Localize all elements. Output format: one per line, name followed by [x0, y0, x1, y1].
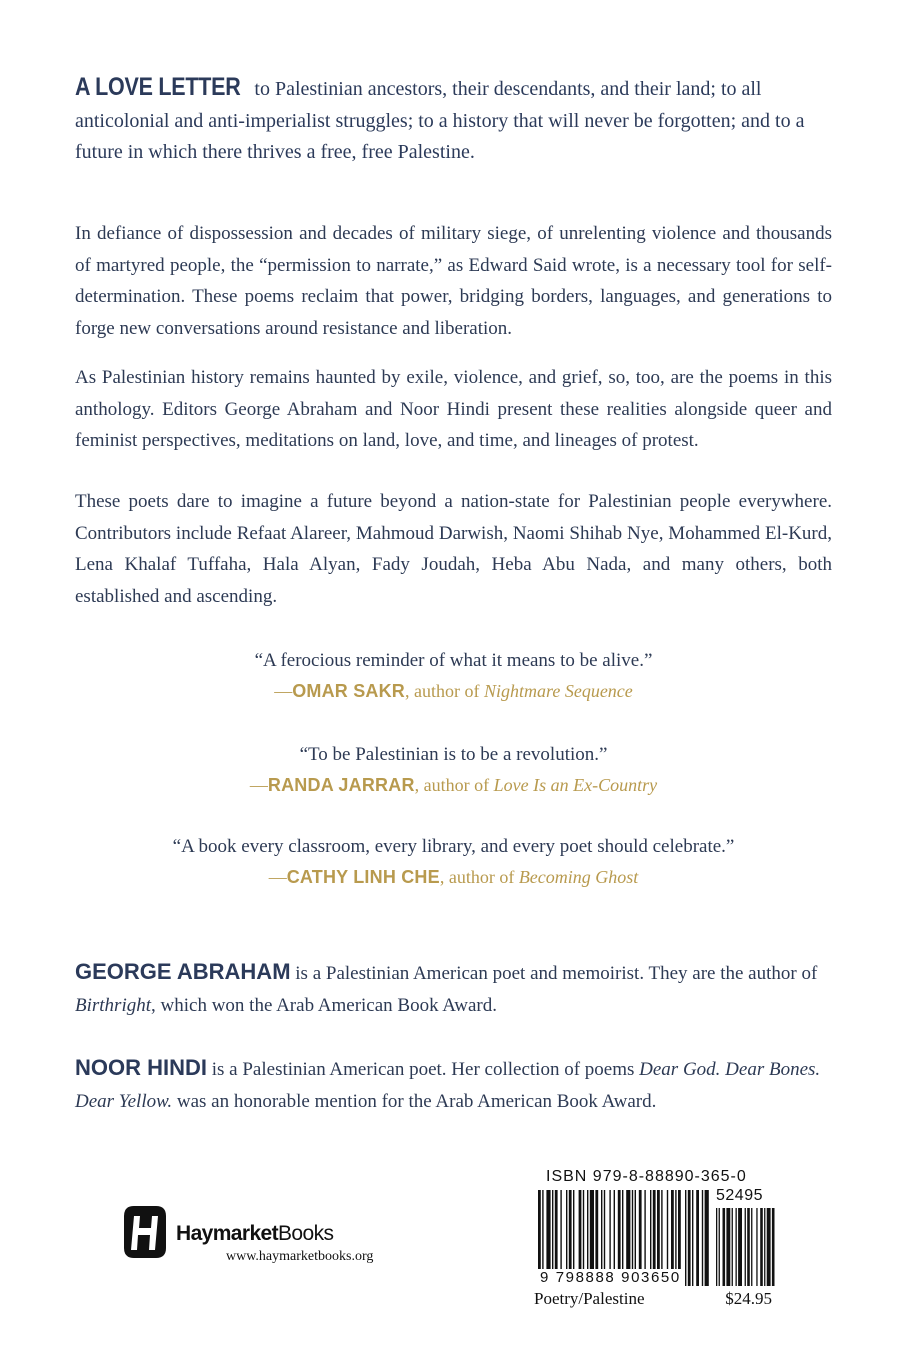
- isbn-barcode: [534, 1168, 784, 1318]
- blurb-book-title: Becoming Ghost: [518, 867, 639, 887]
- barcode-addon-bar: [767, 1208, 771, 1286]
- barcode-addon-bar: [745, 1208, 746, 1286]
- blurb-quote: “A book every classroom, every library, and every poet should celebrate.”: [172, 836, 735, 857]
- barcode-addon-bar: [772, 1208, 775, 1286]
- blurb-dash: —: [268, 867, 287, 887]
- barcode-addon-bar: [764, 1208, 765, 1286]
- barcode-addon-bar: [760, 1208, 763, 1286]
- barcode-addon-bar: [738, 1208, 742, 1286]
- barcode-bar: [692, 1190, 693, 1286]
- intro-lead-text: to Palestinian ancestors, their descendants, and their land; to all anticolonial and anti-imperialist struggles; to a history that will never be forgotten; and to a future in which there thrives a free, free Palestine.: [75, 78, 805, 163]
- barcode-addon-bar: [747, 1208, 750, 1286]
- bio-text: is a Palestinian American poet and memoirist. They are the author of: [290, 963, 818, 984]
- barcode-bar: [705, 1190, 709, 1286]
- barcode-bar: [696, 1190, 699, 1286]
- blurb: [75, 740, 832, 800]
- blurb-book-title: Nightmare Sequence: [484, 681, 633, 701]
- barcode-addon-bar: [719, 1208, 720, 1286]
- bio-text: was an honorable mention for the Arab American Book Award.: [172, 1090, 657, 1112]
- editor-bio: [75, 1052, 835, 1117]
- editor-name: GEORGE ABRAHAM: [75, 959, 291, 984]
- barcode-bar: [685, 1190, 686, 1286]
- description-paragraph: In defiance of dispossession and decades of military siege, of unrelenting violence and thousands of martyred people, the “permission to narrate,” as Edward Said wrote, is a necessary tool for self-determination. These poems reclaim that power, bridging borders, languages, and generations to forge new conversations around resistance and liberation.: [75, 223, 832, 339]
- blurb-author: CATHY LINH CHE: [286, 867, 440, 887]
- publisher-logo: [120, 1204, 420, 1274]
- publisher-name: [176, 1222, 333, 1246]
- blurb: [75, 646, 832, 706]
- blurb-attribution: [75, 676, 832, 706]
- publisher-name-bold: Haymarket: [176, 1222, 278, 1245]
- blurb-mid: , author of: [414, 775, 494, 795]
- editor-name: NOOR HINDI: [75, 1055, 207, 1080]
- description-paragraph: As Palestinian history remains haunted by exile, violence, and grief, so, too, are the poems in this anthology. Editors George Abraham and Noor Hindi present these realities alongside queer and feminist perspectives, meditations on land, love, and time, and lineages of protest.: [75, 367, 832, 451]
- description-paragraph: These poets dare to imagine a future beyond a nation-state for Palestinian people everywhere. Contributors include Refaat Alareer, Mahmoud Darwish, Naomi Shihab Nye, Mohammed El-Kurd, Lena Khalaf Tuffaha, Hala Alyan, Fady Joudah, Heba Abu Nada, and many others, both established and ascending.: [75, 491, 832, 607]
- blurb-quote: “A ferocious reminder of what it means to be alive.”: [254, 650, 653, 671]
- blurb-dash: —: [274, 681, 293, 701]
- blurb-attribution: [75, 862, 832, 892]
- book-price: $24.95: [725, 1289, 772, 1308]
- price-code: 52495: [716, 1187, 763, 1204]
- barcode-bar: [702, 1190, 703, 1286]
- blurb-mid: , author of: [439, 867, 519, 887]
- ean-number: 9 798888 903650: [540, 1269, 681, 1286]
- barcode-addon-bar: [732, 1208, 733, 1286]
- barcode-addon-bar: [723, 1208, 726, 1286]
- blurb-quote: “To be Palestinian is to be a revolution.”: [299, 744, 608, 765]
- blurb-author: RANDA JARRAR: [267, 775, 415, 795]
- barcode-addon-bar: [716, 1208, 717, 1286]
- blurb: [75, 832, 832, 892]
- barcode-addon-bar: [756, 1208, 757, 1286]
- blurb-book-title: Love Is an Ex-Country: [493, 775, 658, 795]
- intro-lead-caps: A LOVE LETTER: [75, 73, 241, 101]
- book-category: Poetry/Palestine: [534, 1289, 645, 1308]
- bio-book-title: Birthright: [75, 994, 152, 1016]
- barcode-bar: [688, 1190, 691, 1286]
- barcode-addon-bar: [751, 1208, 752, 1286]
- editor-bio: [75, 956, 835, 1021]
- blurb-dash: —: [249, 775, 268, 795]
- blurb-author: OMAR SAKR: [292, 681, 406, 701]
- bio-text: , which won the Arab American Book Award.: [151, 994, 498, 1016]
- isbn-number: ISBN 979-8-88890-365-0: [546, 1168, 747, 1185]
- publisher-name-regular: Books: [278, 1222, 334, 1245]
- bio-text: is a Palestinian American poet. Her collection of poems: [207, 1059, 640, 1080]
- publisher-url: www.haymarketbooks.org: [226, 1249, 374, 1264]
- barcode-addon-bar: [736, 1208, 737, 1286]
- bio-book-title: Dear God. Dear Bones. Dear Yellow.: [75, 1059, 821, 1112]
- blurb-attribution: [75, 770, 832, 800]
- intro-lead: [75, 72, 835, 169]
- barcode-addon-bar: [726, 1208, 730, 1286]
- blurb-mid: , author of: [405, 681, 484, 701]
- haymarket-logo-icon: [120, 1204, 170, 1260]
